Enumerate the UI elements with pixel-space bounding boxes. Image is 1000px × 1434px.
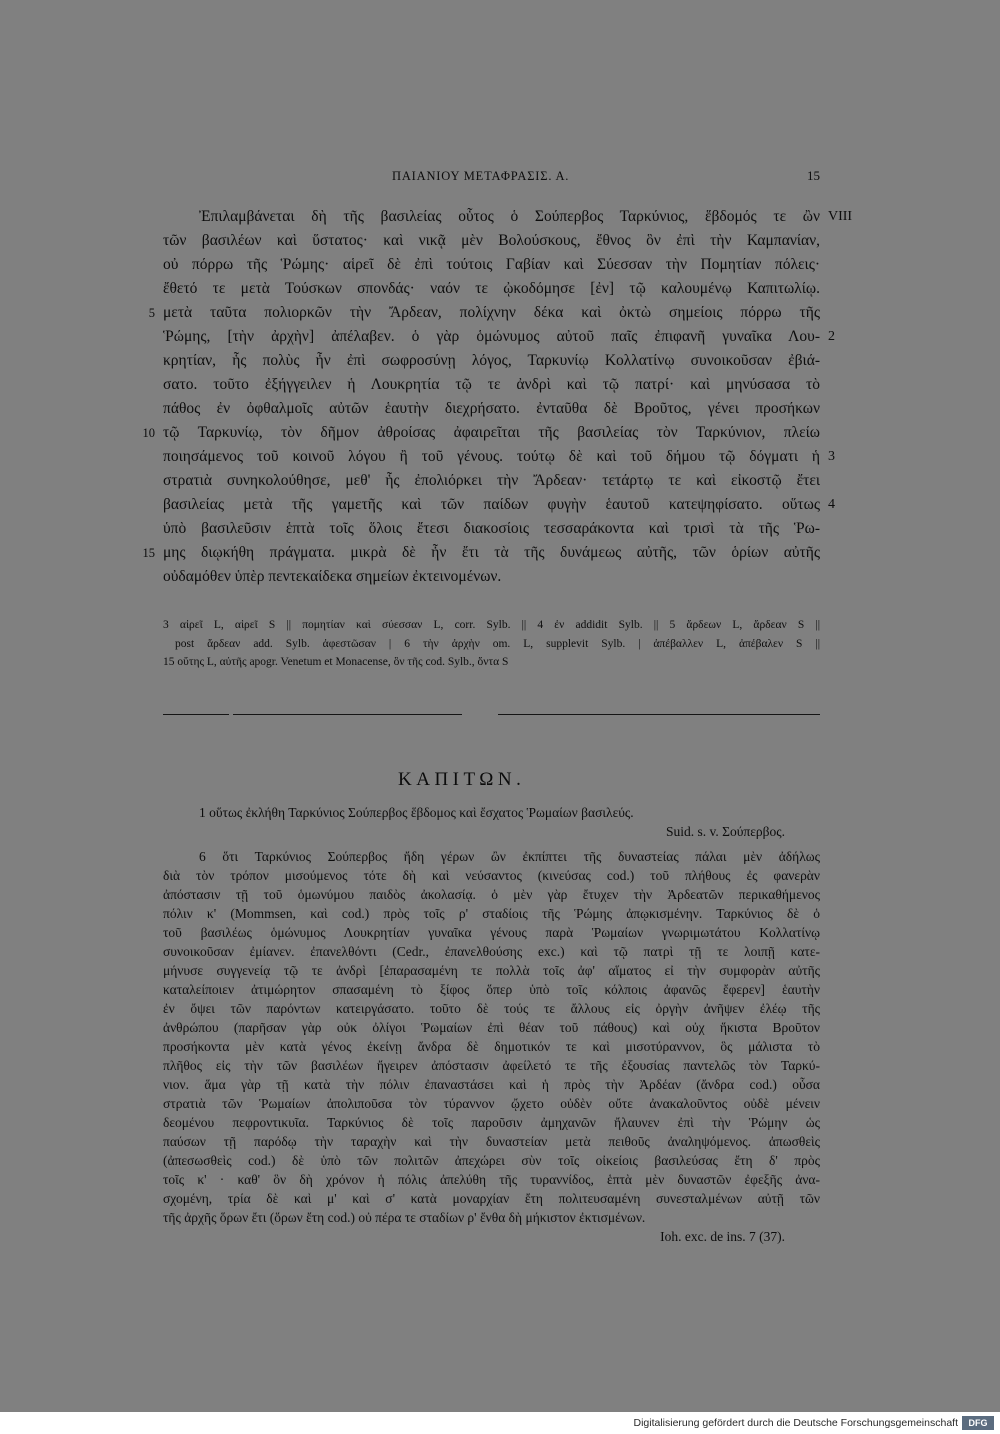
line-text-box <box>163 885 820 904</box>
line-text-box <box>163 1208 820 1227</box>
apparatus-line <box>163 616 820 635</box>
line-text-box <box>175 635 820 654</box>
line-text-box <box>199 847 820 866</box>
fragment-text: παύσων τῇ παρόδῳ τὴν ταραχὴν καὶ τὴν δυναστείαν μετὰ πειθοῦς ἀναληψόμενος. ἀπωσθεὶς <box>163 1134 820 1149</box>
line-text-box <box>163 1227 785 1246</box>
fragment-line <box>163 1075 820 1094</box>
main-text-line <box>163 205 853 229</box>
line-text-box <box>199 803 820 822</box>
line-text-box <box>163 616 820 635</box>
fragment-text: 1 οὕτως ἐκλήθη Ταρκύνιος Σούπερβος ἕβδομος καὶ ἔσχατος Ῥωμαίων βασιλεύς. <box>199 805 634 820</box>
fragment-text: νιον. ἅμα γὰρ τῇ κατὰ τὴν πόλιν ἐπαναστάσει καὶ ἡ πρὸς τὴν Ἀρδέαν (ἄνδρα cod.) οὖσα <box>163 1077 820 1092</box>
line-text-box <box>163 1189 820 1208</box>
apparatus-line <box>163 635 820 654</box>
line-text: μετὰ ταῦτα πολιορκῶν τὴν Ἄρδεαν, πολίχνην δέκα καὶ ὀκτὼ σημείοις πόρρω τῆς <box>163 304 820 321</box>
line-text-box <box>163 904 820 923</box>
line-text: Ἐπιλαμβάνεται δὴ τῆς βασιλείας οὗτος ὁ Σούπερβος Ταρκύνιος, ἕβδομός τε ὢν <box>199 208 820 225</box>
line-text: σατο. τοῦτο ἐξήγγειλεν ἡ Λουκρητία τῷ τε ἀνδρὶ καὶ τῷ πατρί· καὶ μηνύσασα τὸ <box>163 376 820 393</box>
fragment-line <box>163 1170 820 1189</box>
fragment-line <box>163 1132 820 1151</box>
section-marker: 2 <box>828 329 835 344</box>
fragment-line <box>163 866 820 885</box>
fragment-text: τοῦ βασιλέως ὁμώνυμος Λουκρητίαν γυναῖκα γένους παρὰ Ῥωμαίων γνωριμωτάτου Κολλατίνῳ <box>163 925 820 940</box>
fragment-text: ἐν ὄψει τῶν παρόντων κατειργάσατο. τοῦτο δὲ τούς τε ἄλλους εἰς ὀργὴν ἀνῆψεν ἐλέῳ τῆς <box>163 1001 820 1016</box>
line-text-box <box>163 1113 820 1132</box>
line-text-box <box>163 942 820 961</box>
fragment-text: στρατιὰ τῶν Ῥωμαίων ἀπολιποῦσα τὸν τύραννον ᾤχετο οὐδὲν οὔτε ἀνακαλοῦντος οὐδὲ μένειν <box>163 1096 820 1111</box>
main-text-line <box>163 469 820 493</box>
fragment-text: καταλείποιεν ἀτιμώρητον σπασαμένη τὸ ξίφος ὅπερ ὑπὸ τοῖς κόλποις ἀφανῶς ἔφερεν] ἑαυτὴν <box>163 982 820 997</box>
line-text: πάθος ἐν ὀφθαλμοῖς αὐτῶν ἑαυτὴν διεχρήσατο. ἐνταῦθα δὲ Βροῦτος, γένει προσήκων <box>163 400 820 417</box>
line-text-box <box>163 866 820 885</box>
main-text-line <box>163 325 835 349</box>
fragment-line <box>163 1018 820 1037</box>
line-text-box <box>163 980 820 999</box>
main-text-line <box>163 517 820 541</box>
main-text-line <box>142 541 820 565</box>
main-text-line <box>163 445 835 469</box>
line-text-box <box>163 445 820 469</box>
line-text: Ῥώμης, [τὴν ἀρχὴν] ἀπέλαβεν. ὁ γὰρ ὁμώνυμος αὐτοῦ παῖς ἐπιφανῆ γυναῖκα Λου- <box>163 328 820 345</box>
fragment-line <box>163 885 820 904</box>
line-text: κρητίαν, ἧς πολὺς ἦν ἐπὶ σωφροσύνῃ λόγος, Ταρκυνίῳ Κολλατίνῳ συνοικοῦσαν ἐβιά- <box>163 352 820 369</box>
source-citation <box>163 1227 820 1246</box>
apparatus-text: 15 οὕτης L, αὐτῆς apogr. Venetum et Monacense, ὃν τῆς cod. Sylb., ὄντα S <box>163 656 509 668</box>
line-text: μης διῳκήθη πράγματα. μικρὰ δὲ ἦν ἔτι τὰ τῆς δυνάμεως αὐτῆς, τῶν ὁρίων αὐτῆς <box>163 544 820 561</box>
line-text: τῶν βασιλέων καὶ ὕστατος· καὶ νικᾷ μὲν Βολούσκους, ἔθνος ὃν ἐπὶ τὴν Καμπανίαν, <box>163 232 820 249</box>
line-text: οὐδαμόθεν ὑπὲρ πεντεκαίδεκα σημείων ἐκτεινομένων. <box>163 568 502 585</box>
line-text-box <box>163 1075 820 1094</box>
fragment-line <box>163 1037 820 1056</box>
main-text <box>142 205 853 589</box>
fragment-text: πόλιν κ' (Mommsen, καὶ cod.) πρὸς τοῖς ρ' σταδίοις τῆς Ῥώμης ἀπῳκισμένην. Ταρκύνιος δὲ ὁ <box>163 906 820 921</box>
apparatus-line <box>163 653 820 672</box>
fragment-text: 6 ὅτι Ταρκύνιος Σούπερβος ἤδη γέρων ὢν ἐκπίπτει τῆς δυναστείας πάλαι μὲν ἀδήλως <box>199 849 820 864</box>
fragment-line <box>163 904 820 923</box>
line-text-box <box>163 253 820 277</box>
fragment-text: διὰ τὸν τρόπον μισούμενος τότε δὴ καὶ νεύσαντος (κινεύσας cod.) τοῦ πλήθους ἐς φανερὰν <box>163 868 820 883</box>
line-text-box <box>163 229 820 253</box>
citation-text: Ioh. exc. de ins. 7 (37). <box>660 1229 785 1244</box>
line-text-box <box>163 469 820 493</box>
main-text-line <box>163 277 820 301</box>
fragment-line <box>163 942 820 961</box>
line-number: 10 <box>142 426 155 440</box>
fragment-text: ἀνθρώπου (παρῆσαν γὰρ οὐκ ὀλίγοι Ῥωμαίων ἐπὶ θέαν τοῦ πάθους) καὶ οὐχ ἥκιστα Βροῦτον <box>163 1020 820 1035</box>
main-text-line <box>163 373 820 397</box>
source-citation <box>163 822 820 841</box>
line-text-box <box>163 421 820 445</box>
line-text: βασιλείας μετὰ τῆς γαμετῆς καὶ τῶν παίδων φυγὴν ἑαυτοῦ κατεψηφίσατο. οὕτως <box>163 496 820 513</box>
fragment-line <box>163 803 820 822</box>
line-text: ἔθετό τε μετὰ Τούσκων σπονδάς· ναόν τε ᾠκοδόμησε [ἐν] τῷ καλουμένῳ Καπιτωλίῳ. <box>163 280 820 297</box>
fragment-text: τοῖς κ' · καθ' ὃν δὴ χρόνον ἡ πόλις ἀπελύθη τῆς τυραννίδος, ἑπτὰ μὲν δυναστῶν ἐφεξῆς ἀνα- <box>163 1172 820 1187</box>
fragment-line <box>163 847 820 866</box>
fragment-line <box>163 980 820 999</box>
main-text-line <box>148 301 820 325</box>
running-head-title: ΠΑΙΑΝΙΟΥ ΜΕΤΑΦΡΑΣΙΣ. Α. <box>392 169 570 183</box>
fragment-line <box>163 1151 820 1170</box>
line-text-box <box>163 373 820 397</box>
line-text-box <box>163 1056 820 1075</box>
separator-rule <box>233 714 462 715</box>
fragment-line <box>163 1094 820 1113</box>
line-text-box <box>163 1094 820 1113</box>
line-text-box <box>163 1018 820 1037</box>
fragment-text: ἀπόστασιν τῇ τοῦ ὁμωνύμου παιδὸς ἀκολασίᾳ. ὁ μὲν γὰρ ἔτυχεν τὴν Ἀρδεατῶν περικαθήμενος <box>163 887 820 902</box>
line-number: 5 <box>148 306 155 320</box>
fragment-text: πλῆθος εἰς τὴν τῶν βασιλέων ἤγειρεν ἀπόστασιν ἀφείλετό τε τῆς ἐξουσίας παντελῶς τὸν Ταρκύ- <box>163 1058 820 1073</box>
apparatus-text: 3 αἰρεῖ L, αἱρεῖ S || πομητίαν καὶ σύεσσαν L, corr. Sylb. || 4 ἐν addidit Sylb. || 5 ἄρδεων L, ἄρδεαν S || <box>163 619 820 631</box>
line-text-box <box>163 397 820 421</box>
line-text-box <box>163 517 820 541</box>
separator-rule <box>498 714 820 715</box>
line-text-box <box>163 277 820 301</box>
main-text-line <box>142 421 820 445</box>
line-text-box <box>163 923 820 942</box>
line-text-box <box>163 349 820 373</box>
fragment-text: δεομένου πεφροντικυῖα. Ταρκύνιος δὲ τοῖς παροῦσιν ἀμηχανῶν ἤλαυνεν ἐπὶ τὴν Ῥώμην ὡς <box>163 1115 820 1130</box>
line-text-box <box>163 301 820 325</box>
line-text: στρατιὰ συνηκολούθησε, μεθ' ἧς ἐπολιόρκει τὴν Ἄρδεαν· τετάρτῳ τε καὶ εἰκοστῷ ἔτει <box>163 472 820 489</box>
line-text-box <box>199 205 820 229</box>
fragment-text: σχομένη, τρία δὲ καὶ μ' καὶ σ' κατὰ μοναρχίαν ἔτη πολιτευσαμένη συνεσταλμένων αὐτῇ τῶν <box>163 1191 820 1206</box>
main-text-line <box>163 397 820 421</box>
main-text-line <box>163 349 820 373</box>
line-text: ποιησάμενος τοῦ κοινοῦ λόγου ἢ τοῦ γένους. τούτῳ δὲ καὶ τοῦ δήμου τῷ δόγματι ἡ <box>163 448 820 465</box>
line-text-box <box>163 822 785 841</box>
line-text: οὐ πόρρω τῆς Ῥώμης· αἱρεῖ δὲ ἐπὶ τούτοις Γαβίαν καὶ Σύεσσαν τὴν Πομητίαν πόλεις· <box>163 256 820 273</box>
chapter-marker: VIII <box>828 209 853 224</box>
dfg-logo: DFG <box>962 1416 994 1430</box>
line-text: ὑπὸ βασιλεῦσιν ἑπτὰ τοῖς ὅλοις ἔτεσι διακοσίοις τεσσαράκοντα καὶ τρισὶ τὰ τῆς Ῥω- <box>163 520 820 537</box>
fragment-text: συνοικοῦσαν ἐμίανεν. ἐπανελθόντι (Cedr., ἐπανελθούσης exc.) καὶ τῷ πατρὶ τῇ τε λοιπῇ κατε- <box>163 944 820 959</box>
line-text-box <box>163 541 820 565</box>
main-text-line <box>163 565 820 589</box>
line-text-box <box>163 1151 820 1170</box>
fragment-line <box>163 923 820 942</box>
section-marker: 4 <box>828 497 835 512</box>
fragment-line <box>163 1208 820 1227</box>
line-text: τῷ Ταρκυνίῳ, τὸν δῆμον ἀθροίσας ἀφαιρεῖται τῆς βασιλείας τὸν Ταρκύνιον, πλείω <box>163 424 820 441</box>
funding-credit: Digitalisierung gefördert durch die Deutsche Forschungsgemeinschaft <box>633 1417 958 1429</box>
fragment-line <box>163 1056 820 1075</box>
main-text-line <box>163 253 820 277</box>
line-text-box <box>163 653 820 672</box>
digitization-footer <box>0 1412 1000 1434</box>
fragment-line <box>163 999 820 1018</box>
section-marker: 3 <box>828 449 835 464</box>
line-text-box <box>163 1037 820 1056</box>
fragment-line <box>163 1113 820 1132</box>
fragment-text: τῆς ἀρχῆς ὅρων ἔτι (ὅρων ἔτη cod.) οὐ πέρα τε σταδίων ρ' ἔνθα δὴ μήκιστον ἐκτισμένων. <box>163 1210 646 1225</box>
line-text-box <box>163 565 820 589</box>
line-text-box <box>163 961 820 980</box>
apparatus-text: post ἄρδεαν add. Sylb. ἀφεστῶσαν | 6 τὴν ἀρχὴν om. L, supplevit Sylb. | ἀπέβαλλεν L, ἀπέβαλεν S || <box>175 637 820 650</box>
main-text-line <box>163 493 835 517</box>
fragment-text: (ἀπεσωσθεὶς cod.) δὲ ὑπὸ τῶν πολιτῶν ἀπεχώρει σὺν τοῖς οἰκείοις βασιλεύσας ἔτη δ' πρὸς <box>163 1153 820 1168</box>
separator-rule <box>163 714 229 715</box>
suidas-fragment <box>163 803 820 841</box>
page-number: 15 <box>807 168 820 183</box>
line-number: 15 <box>142 546 155 560</box>
fragment-line <box>163 1189 820 1208</box>
line-text-box <box>163 1170 820 1189</box>
fragment-text: προσήκοντα μὲν κατὰ γένος ἐκείνῃ ἄνδρα δὲ δημοτικόν τε καὶ μισοτύραννον, ὃς μάλιστα τὸ <box>163 1039 820 1054</box>
line-text-box <box>163 493 820 517</box>
fragment-line <box>163 961 820 980</box>
critical-apparatus <box>163 616 820 672</box>
fragments-heading: ΚΑΠΙΤΩΝ. <box>398 769 526 790</box>
citation-text: Suid. s. v. Σούπερβος. <box>666 824 785 839</box>
line-text-box <box>163 999 820 1018</box>
line-text-box <box>163 1132 820 1151</box>
john-fragment <box>163 847 820 1246</box>
line-text-box <box>163 325 820 349</box>
fragment-text: μήνυσε συγγενείᾳ τῷ τε ἀνδρὶ [ἐπαρασαμένη τε πολλὰ τοῖς ἀφ' αἵματος εἰ τὴν συμφορὰν αὐτῆς <box>163 963 820 978</box>
main-text-line <box>163 229 820 253</box>
